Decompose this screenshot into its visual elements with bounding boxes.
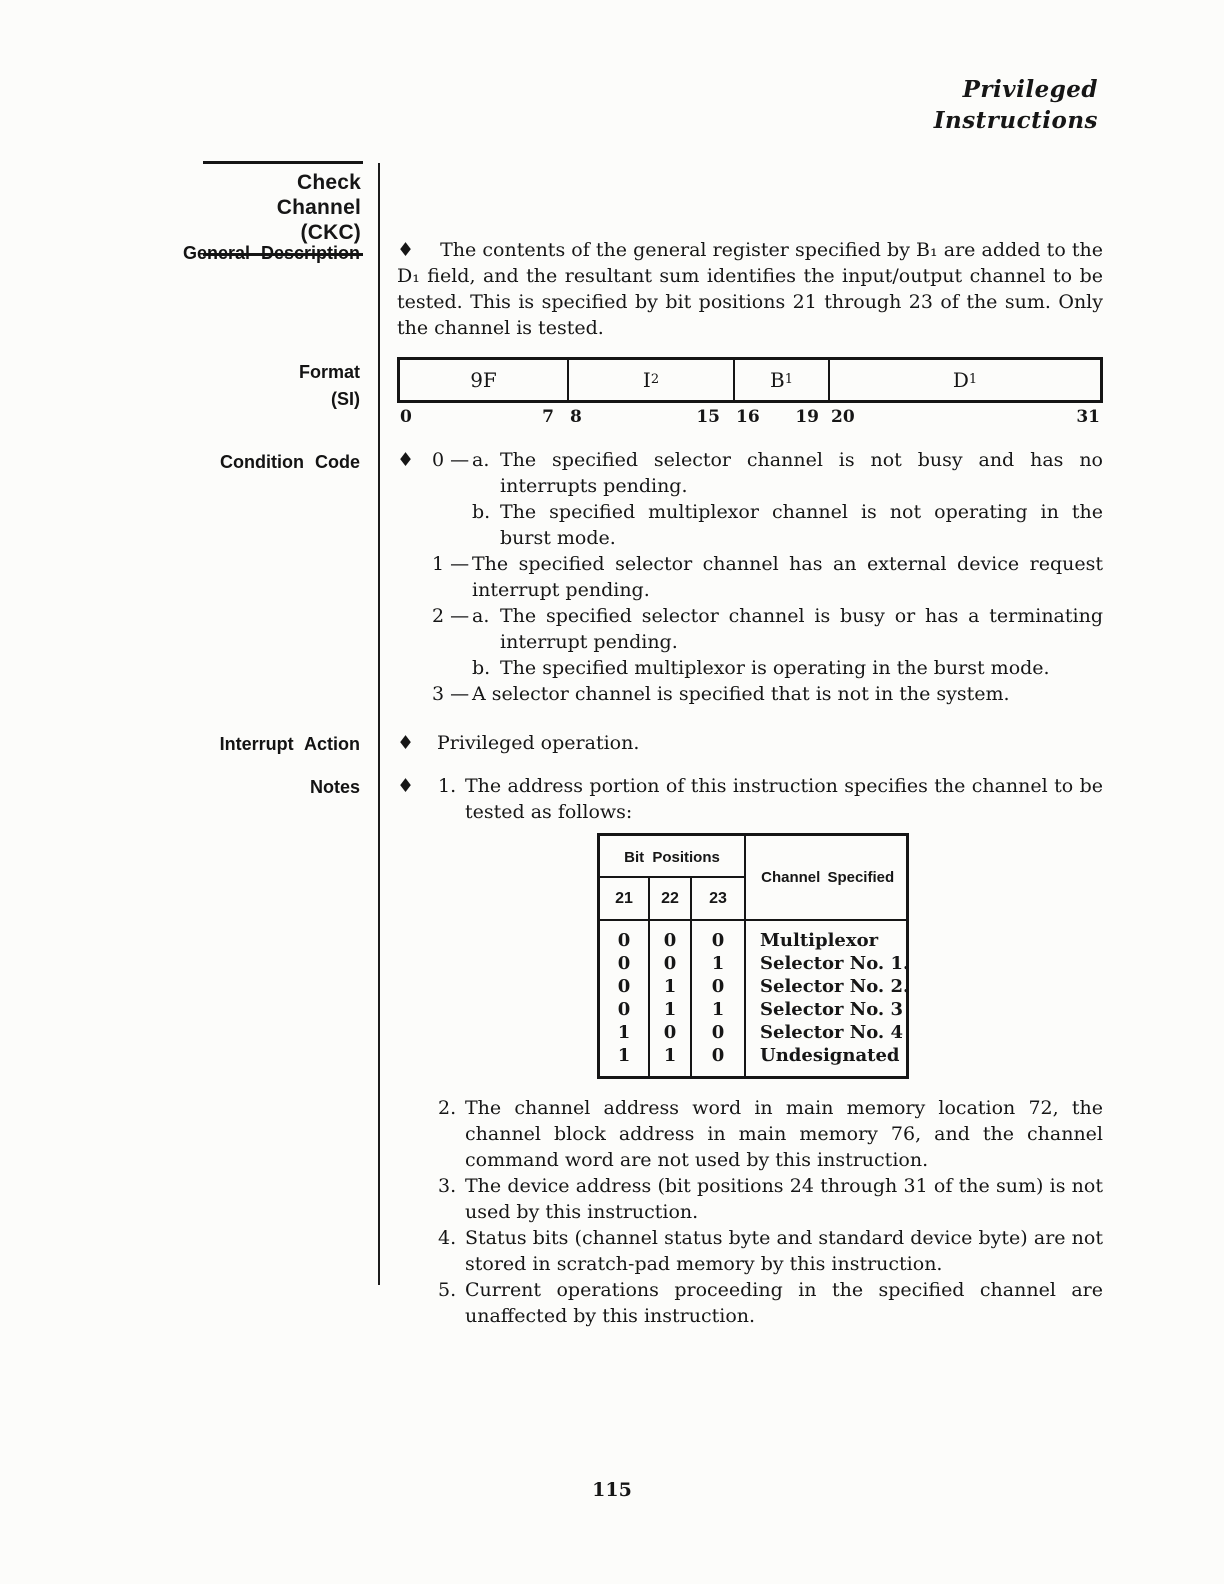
table-cell: 0 xyxy=(617,999,631,1020)
table-header-channel-specified: Channel Specified xyxy=(744,836,909,921)
table-cell: 0 xyxy=(648,921,690,952)
channel-specified-table xyxy=(597,833,909,1079)
table-cell: 1 xyxy=(648,1044,690,1076)
diamond-bullet-icon: ♦ xyxy=(397,775,415,797)
subitem-text: The specified selector channel is not busy and has no interrupts pending. xyxy=(500,449,1103,497)
note-number: 4. xyxy=(438,1227,457,1249)
running-head-line2: Instructions xyxy=(933,107,1098,134)
table-cell-channel: Multiplexor xyxy=(744,921,909,952)
label-general-description: General Description xyxy=(182,243,360,263)
condition-code-item-1 xyxy=(397,551,1103,603)
subitem-letter: b. xyxy=(472,501,491,523)
note-item-1 xyxy=(397,773,1103,825)
format-field-box xyxy=(397,357,1103,403)
bit-15: 15 xyxy=(696,407,720,427)
instruction-title-line1: Check Channel xyxy=(276,171,361,219)
table-cell: 1 xyxy=(617,1022,631,1043)
format-field-i2: I 2 xyxy=(567,360,733,400)
format-field-d1-label: D xyxy=(952,368,969,392)
condition-code-value-0: 0 — xyxy=(432,449,470,471)
table-cell: 0 xyxy=(690,1044,744,1076)
subitem-letter: b. xyxy=(472,657,491,679)
table-cell: 0 xyxy=(648,1021,690,1044)
note-text: The channel address word in main memory location 72, the channel block address in main memory 76, and the channel command word are not used by this instruction. xyxy=(465,1097,1103,1171)
table-cell: 0 xyxy=(617,976,631,997)
note-number: 1. xyxy=(438,775,457,797)
condition-code-item-2b xyxy=(472,655,1103,681)
bit-16: 16 xyxy=(736,407,760,427)
format-bits-20-31 xyxy=(825,407,1103,427)
item-text: A selector channel is specified that is not in the system. xyxy=(472,683,1010,705)
note-text: Current operations proceeding in the specified channel are unaffected by this instruction. xyxy=(465,1279,1103,1327)
subitem-text: The specified multiplexor channel is not operating in the burst mode. xyxy=(500,501,1103,549)
note-item-3 xyxy=(397,1173,1103,1225)
table-header-bit-positions: Bit Positions xyxy=(600,836,744,878)
condition-code-value-3: 3 — xyxy=(432,683,470,705)
table-cell: 1 xyxy=(617,1045,631,1066)
table-cell-channel: Selector No. 2. xyxy=(744,975,909,998)
subitem-text: The specified multiplexor is operating in the burst mode. xyxy=(500,657,1050,679)
running-head-line1: Privileged xyxy=(962,76,1098,103)
table-cell-channel: Undesignated xyxy=(744,1044,909,1076)
diamond-bullet-icon: ♦ xyxy=(397,449,415,471)
bit-0: 0 xyxy=(400,407,412,427)
diamond-bullet-icon: ♦ xyxy=(397,732,415,754)
table-cell: 1 xyxy=(648,998,690,1021)
table-header-bit-21: 21 xyxy=(600,878,648,921)
format-field-b1: B 1 xyxy=(733,360,828,400)
format-field-opcode-label: 9F xyxy=(470,368,497,392)
interrupt-action-text: Privileged operation. xyxy=(437,732,640,754)
condition-code-item-2a xyxy=(472,603,1103,655)
subitem-text: The specified selector channel is busy or has a terminating interrupt pending. xyxy=(500,605,1103,653)
note-item-4 xyxy=(397,1225,1103,1277)
table-cell: 0 xyxy=(648,952,690,975)
format-field-b1-label: B xyxy=(770,368,785,392)
table-cell: 0 xyxy=(690,1021,744,1044)
condition-code-item-0b xyxy=(472,499,1103,551)
table-cell: 0 xyxy=(617,930,631,951)
note-text: Status bits (channel status byte and standard device byte) are not stored in scratch-pad memory by this instruction. xyxy=(465,1227,1103,1275)
subitem-letter: a. xyxy=(472,449,490,471)
format-field-i2-label: I xyxy=(642,368,651,392)
running-head xyxy=(934,74,1098,136)
bit-7: 7 xyxy=(542,407,554,427)
note-text: The device address (bit positions 24 through 31 of the sum) is not used by this instruction. xyxy=(465,1175,1103,1223)
bit-8: 8 xyxy=(570,407,582,427)
interrupt-action-paragraph xyxy=(397,730,1103,756)
condition-code-value-1: 1 — xyxy=(432,553,470,575)
table-cell-channel: Selector No. 1. xyxy=(744,952,909,975)
table-cell: 1 xyxy=(690,998,744,1021)
condition-code-item-3 xyxy=(397,681,1103,707)
condition-code-list xyxy=(397,447,1103,707)
table-cell: 1 xyxy=(690,952,744,975)
note-text: The address portion of this instruction specifies the channel to be tested as follows: xyxy=(465,775,1103,823)
format-bits-0-7 xyxy=(397,407,564,427)
format-bits-8-15 xyxy=(564,407,730,427)
table-cell: 0 xyxy=(690,975,744,998)
table-header-bit-22: 22 xyxy=(648,878,690,921)
table-cell: 1 xyxy=(648,975,690,998)
table-cell-channel: Selector No. 4 xyxy=(744,1021,909,1044)
general-description-text: The contents of the general register specified by B₁ are added to the D₁ field, and the resultant sum identifies the input/output channel to be tested. This is specified by bit positions 21 through 23 of the sum. Only the channel is tested. xyxy=(397,239,1103,339)
general-description-paragraph xyxy=(397,237,1103,341)
label-notes: Notes xyxy=(309,777,360,797)
condition-code-item-0a xyxy=(472,447,1103,499)
note-number: 5. xyxy=(438,1279,457,1301)
condition-code-value-2: 2 — xyxy=(432,605,470,627)
bit-20: 20 xyxy=(831,407,855,427)
format-field-d1: D 1 xyxy=(828,360,1100,400)
table-cell: 0 xyxy=(617,953,631,974)
instruction-mnemonic: (CKC) xyxy=(300,221,361,244)
label-format-line2: (SI) xyxy=(331,389,360,409)
note-number: 2. xyxy=(438,1097,457,1119)
format-diagram xyxy=(397,357,1103,427)
table-cell-channel: Selector No. 3 xyxy=(744,998,909,1021)
table-cell: 0 xyxy=(690,921,744,952)
table-header-bit-23: 23 xyxy=(690,878,744,921)
subitem-letter: a. xyxy=(472,605,490,627)
condition-code-item-2 xyxy=(397,603,1103,681)
diamond-bullet-icon: ♦ xyxy=(397,239,415,261)
format-field-opcode xyxy=(400,360,567,400)
bit-19: 19 xyxy=(795,407,819,427)
column-divider-rule xyxy=(378,163,380,1285)
note-number: 3. xyxy=(438,1175,457,1197)
label-condition-code: Condition Code xyxy=(220,452,360,472)
note-item-2 xyxy=(397,1095,1103,1173)
notes-section xyxy=(397,773,1103,1329)
note-item-5 xyxy=(397,1277,1103,1329)
label-format xyxy=(40,359,360,413)
page-number: 115 xyxy=(592,1479,632,1501)
format-bit-positions xyxy=(397,407,1103,427)
bit-31: 31 xyxy=(1076,407,1100,427)
condition-code-item-0 xyxy=(397,447,1103,551)
label-interrupt-action: Interrupt Action xyxy=(219,734,360,754)
item-text: The specified selector channel has an external device request interrupt pending. xyxy=(472,553,1103,601)
label-format-line1: Format xyxy=(298,362,360,382)
format-bits-16-19 xyxy=(730,407,825,427)
